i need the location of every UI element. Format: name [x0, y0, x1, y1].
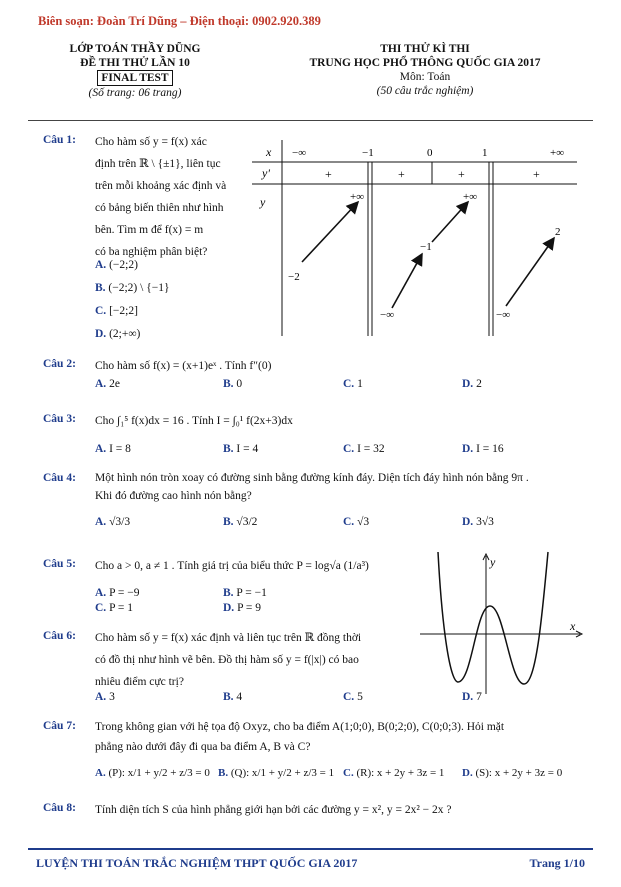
q4-option-b[interactable] [223, 516, 257, 528]
q2-option-c[interactable] [343, 378, 363, 390]
table-x-val: −1 [362, 147, 374, 159]
option-letter: C. [343, 516, 355, 528]
question-count: (50 câu trắc nghiệm) [376, 85, 474, 97]
table-yp-label: y' [262, 166, 270, 180]
option-text: (R): x + 2y + 3z = 1 [356, 767, 445, 779]
q5-option-d[interactable] [223, 602, 261, 614]
header-divider [28, 120, 593, 121]
option-text: (−2;2) \ {−1} [108, 282, 170, 294]
q4-option-a[interactable] [95, 516, 130, 528]
option-letter: A. [95, 443, 107, 455]
option-text: (Q): x/1 + y/2 + z/3 = 1 [230, 767, 335, 779]
q7-line: Trong không gian với hệ tọa độ Oxyz, cho ba điểm A(1;0;0), B(0;2;0), C(0;0;3). Hỏi mặt [95, 721, 505, 733]
q1-line: bên. Tìm m để f(x) = m [95, 224, 204, 236]
table-y-val: −∞ [380, 309, 395, 321]
q7-option-a[interactable] [95, 767, 210, 779]
table-y-val: −∞ [496, 309, 511, 321]
q1-option-d[interactable] [95, 328, 140, 340]
option-text: 3 [109, 691, 115, 703]
footer-divider [28, 848, 593, 850]
exam-title: THI THỬ KÌ THI [380, 43, 470, 55]
q3-option-d[interactable] [462, 443, 504, 455]
q1-option-b[interactable] [95, 282, 169, 294]
exam-subtitle: TRUNG HỌC PHỔ THÔNG QUỐC GIA 2017 [309, 57, 541, 69]
option-text: 2 [476, 378, 482, 390]
q7-option-c[interactable] [343, 767, 444, 779]
option-text: I = 8 [109, 443, 131, 455]
option-letter: C. [343, 767, 354, 779]
option-letter: D. [462, 516, 474, 528]
option-text: 2e [109, 378, 120, 390]
graph-y-label: y [490, 555, 496, 569]
q1-line: định trên ℝ \ {±1}, liên tục [95, 158, 221, 170]
option-text: P = 1 [109, 602, 134, 614]
function-graph [418, 548, 588, 696]
option-letter: D. [462, 691, 474, 703]
option-letter: D. [95, 328, 107, 340]
option-letter: A. [95, 378, 107, 390]
option-text: √3/2 [236, 516, 258, 528]
option-letter: B. [218, 767, 229, 779]
q2-option-d[interactable] [462, 378, 482, 390]
q7-text [95, 717, 590, 757]
q4-label: Câu 4: [43, 472, 76, 484]
header-left [40, 42, 230, 100]
option-letter: B. [223, 516, 234, 528]
option-text: I = 32 [357, 443, 385, 455]
q5-option-b[interactable] [223, 587, 267, 599]
q4-option-d[interactable] [462, 516, 494, 528]
option-letter: C. [343, 691, 355, 703]
q5-label: Câu 5: [43, 558, 76, 570]
table-y-label: y [260, 195, 266, 209]
option-letter: A. [95, 259, 107, 271]
q3-option-c[interactable] [343, 443, 385, 455]
table-y-val: +∞ [350, 191, 365, 203]
q1-label: Câu 1: [43, 134, 76, 146]
option-text: P = 9 [237, 602, 262, 614]
q8-label: Câu 8: [43, 802, 76, 814]
q1-line: có ba nghiệm phân biệt? [95, 246, 208, 258]
q7-option-d[interactable] [462, 767, 562, 779]
option-letter: C. [95, 305, 107, 317]
graph-x-label: x [570, 619, 576, 633]
table-sign: + [398, 167, 405, 181]
q4-text [95, 469, 595, 505]
option-text: √3/3 [109, 516, 131, 528]
q6-option-c[interactable] [343, 691, 363, 703]
option-text: I = 16 [476, 443, 504, 455]
class-name: LỚP TOÁN THẦY DŨNG [69, 43, 201, 55]
option-letter: A. [95, 767, 106, 779]
q4-line: Một hình nón tròn xoay có đường sinh bằng đường kính đáy. Diện tích đáy hình nón bằng 9π . [95, 472, 529, 484]
q6-line: nhiêu điểm cực trị? [95, 676, 184, 688]
option-letter: C. [95, 602, 107, 614]
option-letter: B. [223, 378, 234, 390]
increase-arrow [302, 202, 358, 262]
q7-label: Câu 7: [43, 720, 76, 732]
header-right [290, 42, 560, 98]
exam-number: ĐỀ THI THỬ LẦN 10 [80, 57, 190, 69]
q5-option-a[interactable] [95, 587, 140, 599]
option-text: P = −9 [109, 587, 140, 599]
option-text: 7 [476, 691, 482, 703]
option-text: 4 [236, 691, 243, 703]
option-text: √3 [357, 516, 370, 528]
table-y-val: 2 [555, 226, 561, 238]
q1-line: Cho hàm số y = f(x) xác [95, 136, 207, 148]
option-letter: D. [462, 767, 473, 779]
q7-option-b[interactable] [218, 767, 334, 779]
q3-option-b[interactable] [223, 443, 258, 455]
option-text: 0 [236, 378, 243, 390]
increase-arrow [392, 254, 422, 308]
option-letter: C. [343, 378, 355, 390]
q1-line: trên mỗi khoảng xác định và [95, 180, 227, 192]
option-letter: D. [223, 602, 235, 614]
option-letter: A. [95, 516, 107, 528]
table-x-val: 1 [482, 147, 488, 159]
q5-option-c[interactable] [95, 602, 133, 614]
page-number: Trang 1/10 [529, 856, 585, 870]
table-sign: + [458, 167, 465, 181]
q5-text: Cho a > 0, a ≠ 1 . Tính giá trị của biểu thức P = log√a (1/a³) [95, 560, 369, 572]
final-test-box: FINAL TEST [97, 70, 172, 86]
option-text: (−2;2) [109, 259, 138, 271]
q4-line: Khi đó đường cao hình nón bằng? [95, 490, 252, 502]
q6-line: có đồ thị như hình vẽ bên. Đồ thị hàm số y = f(|x|) có bao [95, 654, 359, 666]
subject: Môn: Toán [399, 71, 451, 83]
variation-table [252, 140, 582, 340]
option-letter: C. [343, 443, 355, 455]
page-count: (Số trang: 06 trang) [88, 87, 182, 99]
table-x-label: x [266, 145, 272, 159]
option-text: (2;+∞) [109, 328, 141, 340]
option-text: 3√3 [476, 516, 494, 528]
option-text: 5 [357, 691, 363, 703]
q6-option-d[interactable] [462, 691, 482, 703]
option-letter: D. [462, 378, 474, 390]
q6-option-a[interactable] [95, 691, 115, 703]
footer-title: LUYỆN THI TOÁN TRẮC NGHIỆM THPT QUỐC GIA 2017 [36, 856, 358, 870]
q2-label: Câu 2: [43, 358, 76, 370]
q1-option-a[interactable] [95, 259, 138, 271]
option-letter: D. [462, 443, 474, 455]
option-letter: B. [223, 443, 234, 455]
increase-arrow [506, 238, 554, 306]
table-x-val: 0 [427, 147, 433, 159]
table-y-val: −2 [288, 271, 300, 283]
q1-text [95, 131, 255, 263]
q3-text: Cho ∫₁⁵ f(x)dx = 16 . Tính I = ∫₀¹ f(2x+3)dx [95, 415, 293, 427]
option-letter: A. [95, 691, 107, 703]
table-x-val: +∞ [550, 147, 565, 159]
q2-text: Cho hàm số f(x) = (x+1)eˣ . Tính f″(0) [95, 360, 272, 372]
q1-line: có bảng biến thiên như hình [95, 202, 224, 214]
function-curve [438, 552, 548, 684]
table-x-val: −∞ [292, 147, 307, 159]
option-letter: A. [95, 587, 107, 599]
q4-option-c[interactable] [343, 516, 369, 528]
q2-option-b[interactable] [223, 378, 242, 390]
table-y-val: −1 [420, 241, 432, 253]
option-letter: B. [223, 691, 234, 703]
q6-text [95, 627, 415, 693]
increase-arrow [432, 202, 468, 242]
q3-option-a[interactable] [95, 443, 131, 455]
option-text: I = 4 [236, 443, 259, 455]
q1-option-c[interactable] [95, 305, 138, 317]
option-text: [−2;2] [109, 305, 138, 317]
option-letter: B. [223, 587, 234, 599]
q2-option-a[interactable] [95, 378, 120, 390]
q7-line: phẳng nào dưới đây đi qua ba điểm A, B và C? [95, 741, 311, 753]
q6-option-b[interactable] [223, 691, 242, 703]
option-text: 1 [357, 378, 363, 390]
table-y-val: +∞ [463, 191, 478, 203]
option-text: P = −1 [236, 587, 267, 599]
q8-text: Tính diện tích S của hình phẳng giới hạn bởi các đường y = x², y = 2x² − 2x ? [95, 804, 452, 816]
q3-label: Câu 3: [43, 413, 76, 425]
option-text: (P): x/1 + y/2 + z/3 = 0 [108, 767, 210, 779]
option-text: (S): x + 2y + 3z = 0 [475, 767, 563, 779]
option-letter: B. [95, 282, 106, 294]
author-credit: Biên soạn: Đoàn Trí Dũng – Điện thoại: 0902.920.389 [38, 14, 321, 28]
table-sign: + [325, 167, 332, 181]
q6-line: Cho hàm số y = f(x) xác định và liên tục trên ℝ đồng thời [95, 632, 362, 644]
table-sign: + [533, 167, 540, 181]
q6-label: Câu 6: [43, 630, 76, 642]
